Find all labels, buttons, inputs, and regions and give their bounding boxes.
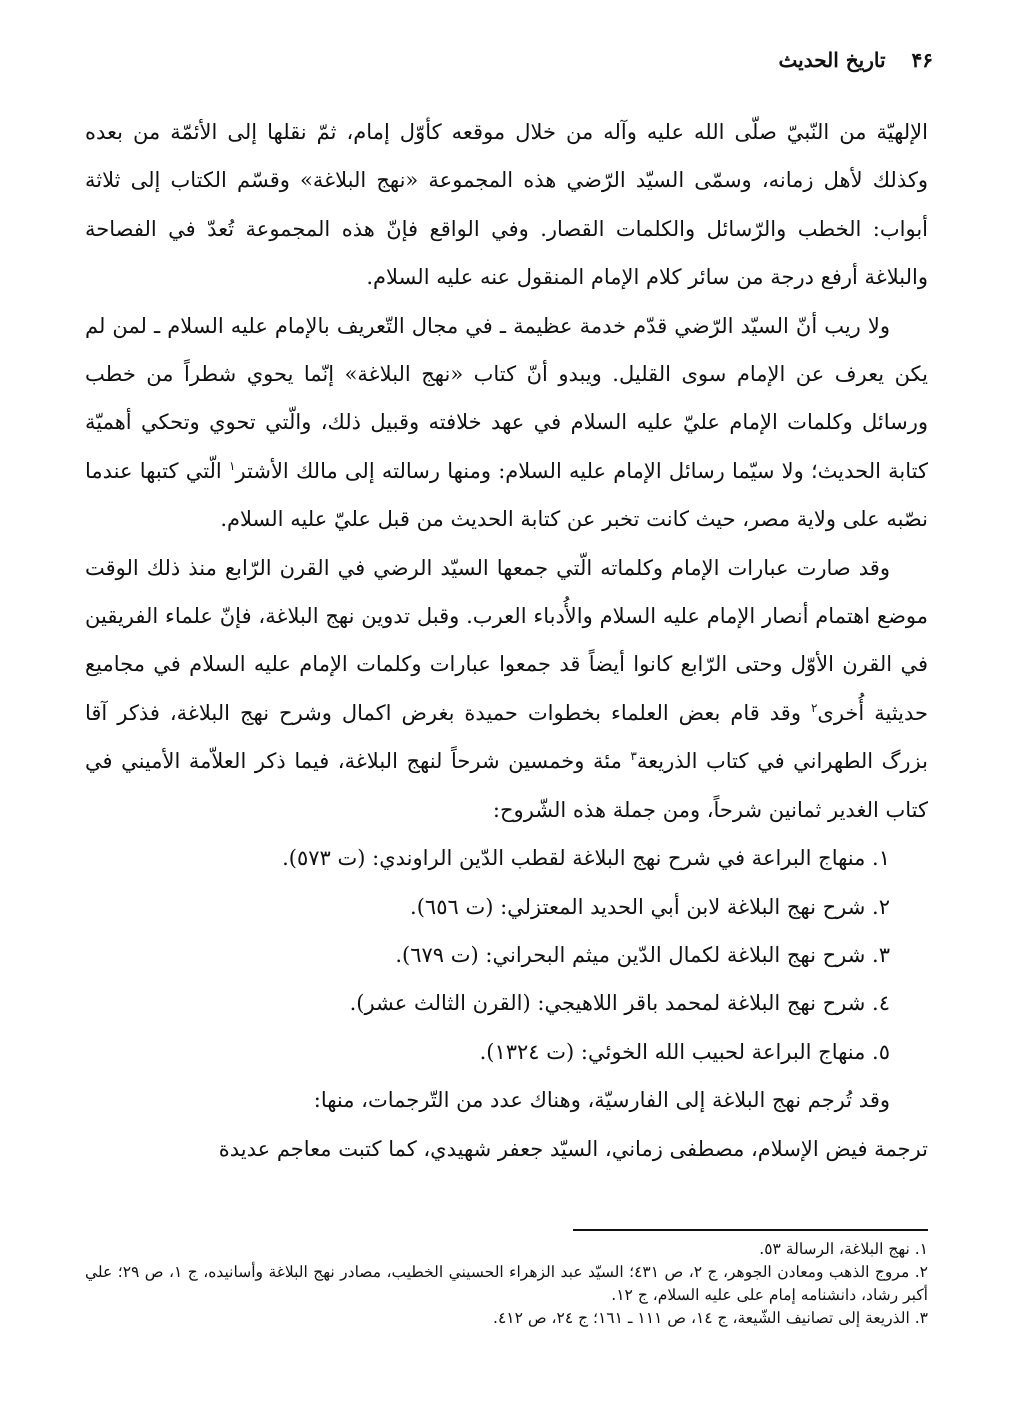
footnote-marker-3[interactable]: ٣ xyxy=(630,749,637,764)
footnote-2: ٢. مروج الذهب ومعادن الجوهر، ج ٢، ص ٤٣١؛ السيّد عبد الزهراء الحسيني الخطيب، مصادر نهج البلاغة وأسانيده، ج ١، ص ٢٩؛ علي أكبر رشاد، دانشنامه إمام على عليه السلام، ج ١٢. xyxy=(85,1263,928,1304)
paragraph-1: الإلهيّة من النّبيّ صلّى الله عليه وآله من خلال موقعه كأوّل إمام، ثمّ نقلها إلى الأئمّة من بعده وكذلك لأهل زمانه، وسمّى السيّد الرّضي هذه المجموعة «نهج البلاغة» وقسّم الكتاب إلى ثلاثة أبواب: الخطب والرّسائل والكلمات القصار. وفي الواقع فإنّ هذه المجموعة تُعدّ في الفصاحة والبلاغة أرفع درجة من سائر كلام الإمام المنقول عنه عليه السلام. xyxy=(85,120,928,290)
paragraph-3 xyxy=(85,544,928,834)
body-text xyxy=(85,108,928,1173)
paragraph-3-text-c: مئة وخمسين شرحاً لنهج البلاغة، فيما ذكر العلاّمة الأميني في كتاب الغدير ثمانين شرحاً، ومن جملة هذه الشّروح: xyxy=(85,749,928,822)
paragraph-2-text-b: الّتي كتبها عندما نصّبه على ولاية مصر، حيث كانت تخبر عن كتابة الحديث من قبل عليّ عليه السلام. xyxy=(85,458,928,532)
footnote-3: ٣. الذريعة إلى تصانيف الشّيعة، ج ١٤، ص ١١١ ـ ١٦١؛ ج ٢٤، ص ٤١٢. xyxy=(493,1309,928,1327)
footnotes xyxy=(85,1238,928,1330)
list-item-4: ٤. شرح نهج البلاغة لمحمد باقر اللاهيجي: (القرن الثالث عشر). xyxy=(349,991,890,1016)
footnote-divider xyxy=(573,1229,928,1231)
page-header xyxy=(80,40,933,80)
paragraph-4: وقد تُرجم نهج البلاغة إلى الفارسيّة، وهناك عدد من التّرجمات، منها: xyxy=(313,1088,890,1113)
page-number: ۴۶ xyxy=(911,48,933,72)
list-item-2: ٢. شرح نهج البلاغة لابن أبي الحديد المعتزلي: (ت ٦٥٦). xyxy=(410,894,890,919)
paragraph-2-text-a: ولا ريب أنّ السيّد الرّضي قدّم خدمة عظيمة ـ في مجال التّعريف بالإمام عليه السلام ـ لمن لم يكن يعرف عن الإمام سوى القليل. ويبدو أنّ كتاب «نهج البلاغة» إنّما يحوي شطراً من خطب ورسائل وكلمات الإمام عليّ عليه السلام في عهد خلافته وقبيل ذلك، والّتي تحوي وتحكي أهميّة كتابة الحديث؛ ولا سيّما رسائل الإمام عليه السلام: ومنها رسالته إلى مالك الأشتر xyxy=(85,313,928,483)
footnote-marker-1[interactable]: ١ xyxy=(228,458,236,473)
paragraph-3-text-a: وقد صارت عبارات الإمام وكلماته الّتي جمعها السيّد الرضي في القرن الرّابع منذ ذلك الوقت موضع اهتمام أنصار الإمام عليه السلام والأُدباء العرب. وقبل تدوين نهج البلاغة، فإنّ علماء الفريقين في القرن الأوّل وحتى الرّابع كانوا أيضاً قد جمعوا عبارات وكلمات الإمام عليه السلام في مجاميع حديثية أُخرى xyxy=(85,555,929,725)
list-item-5: ٥. منهاج البراعة لحبيب الله الخوئي: (ت ١٣٢٤). xyxy=(479,1039,890,1064)
running-title: تاريخ الحديث xyxy=(778,48,886,72)
paragraph-2 xyxy=(85,302,928,544)
paragraph-3-text-b: وقد قام بعض العلماء بخطوات حميدة بغرض اكمال وشرح نهج البلاغة، فذكر آقا بزرگ الطهراني في كتاب الذريعة xyxy=(85,700,928,774)
footnote-1: ١. نهج البلاغة، الرسالة ٥٣. xyxy=(759,1240,928,1258)
footnote-marker-2[interactable]: ٢ xyxy=(810,700,818,715)
list-item-1: ١. منهاج البراعة في شرح نهج البلاغة لقطب الدّين الراوندي: (ت ٥٧٣). xyxy=(282,846,890,871)
paragraph-5: ترجمة فيض الإسلام، مصطفى زماني، السيّد جعفر شهيدي، كما كتبت معاجم عديدة xyxy=(218,1136,928,1161)
list-item-3: ٣. شرح نهج البلاغة لكمال الدّين ميثم البحراني: (ت ٦٧٩). xyxy=(395,942,890,967)
